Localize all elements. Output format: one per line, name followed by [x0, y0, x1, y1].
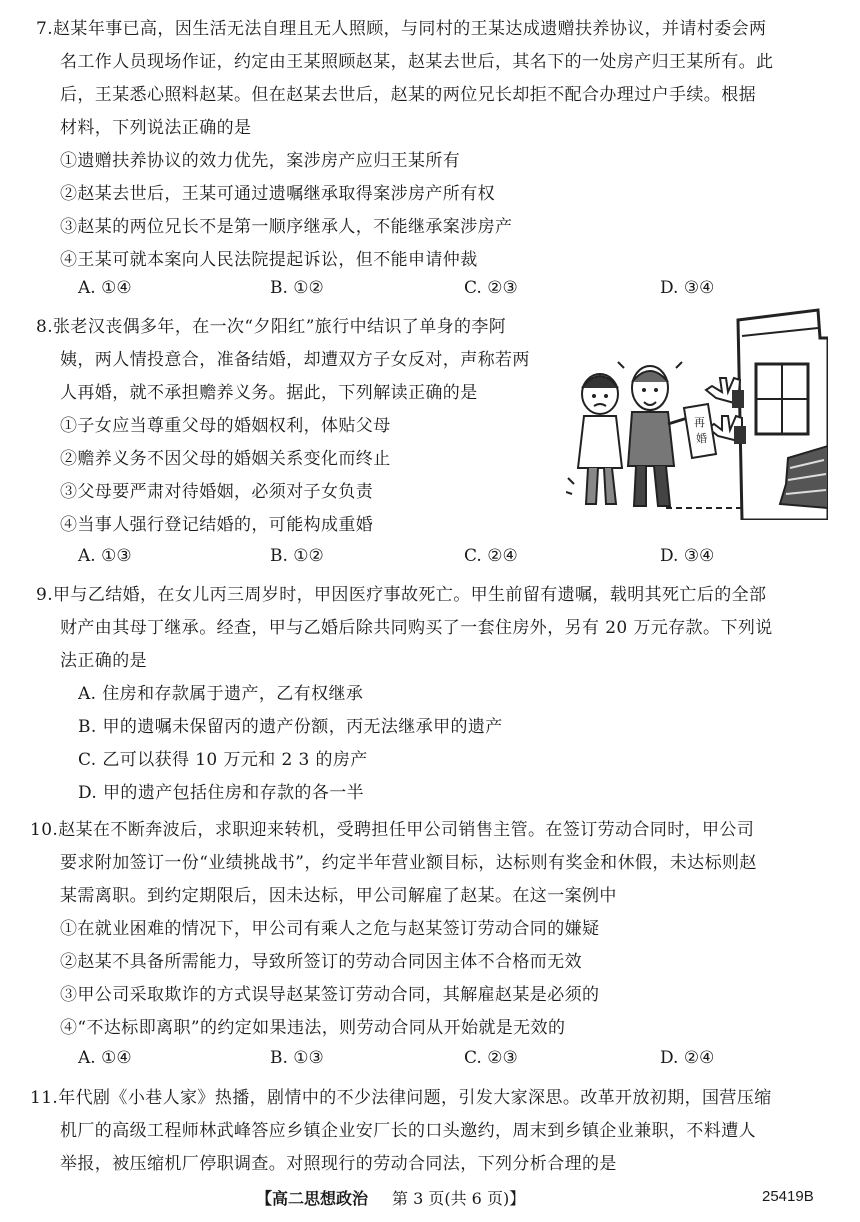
q7-statement-2: ②赵某去世后，王某可通过遗嘱继承取得案涉房产所有权	[60, 184, 495, 204]
sign-text-1: 再	[694, 416, 705, 429]
q8-statement-3: ③父母要严肃对待婚姻，必须对子女负责	[60, 482, 374, 502]
q9-stem-line-3: 法正确的是	[60, 651, 147, 671]
q10-statement-4: ④“不达标即离职”的约定如果违法，则劳动合同从开始就是无效的	[60, 1018, 566, 1038]
q8-option-a: A. ①③	[78, 546, 132, 566]
q7-stem-line-3: 后，王某悉心照料赵某。但在赵某去世后，赵某的两位兄长却拒不配合办理过户手续。根据	[60, 85, 756, 105]
q9-option-a: A. 住房和存款属于遗产，乙有权继承	[78, 684, 364, 704]
q9-option-b: B. 甲的遗嘱未保留丙的遗产份额，丙无法继承甲的遗产	[78, 717, 503, 737]
q8-option-b: B. ①②	[270, 546, 324, 566]
footer-exam-code: 25419B	[762, 1188, 814, 1205]
q10-statement-2: ②赵某不具备所需能力，导致所签订的劳动合同因主体不合格而无效	[60, 952, 582, 972]
woman-figure	[566, 374, 622, 504]
q7-statement-1: ①遗赠扶养协议的效力优先，案涉房产应归王某所有	[60, 151, 461, 171]
q7-option-d: D. ③④	[660, 278, 715, 298]
q7-stem-line-2: 名工作人员现场作证，约定由王某照顾赵某，赵某去世后，其名下的一处房产归王某所有。此	[60, 52, 774, 72]
q10-stem-line-1: 10.赵某在不断奔波后，求职迎来转机，受聘担任甲公司销售主管。在签订劳动合同时，甲公司	[30, 820, 755, 840]
q10-statement-3: ③甲公司采取欺诈的方式误导赵某签订劳动合同，其解雇赵某是必须的	[60, 985, 600, 1005]
q7-stem-line-4: 材料，下列说法正确的是	[60, 118, 252, 138]
q9-stem-line-1: 9.甲与乙结婚，在女儿丙三周岁时，甲因医疗事故死亡。甲生前留有遗嘱，载明其死亡后的全部	[36, 585, 767, 605]
footer-subject: 【高二思想政治	[256, 1189, 369, 1208]
q10-option-d: D. ②④	[660, 1048, 715, 1068]
q7-statement-3: ③赵某的两位兄长不是第一顺序继承人，不能继承案涉房产	[60, 217, 513, 237]
q10-option-a: A. ①④	[78, 1048, 132, 1068]
q11-stem-line-1: 11.年代剧《小巷人家》热播，剧情中的不少法律问题，引发大家深思。改革开放初期，国营压缩	[30, 1088, 772, 1108]
q7-option-c: C. ②③	[464, 278, 518, 298]
q10-stem-line-3: 某需离职。到约定期限后，因未达标，甲公司解雇了赵某。在这一案例中	[60, 886, 617, 906]
q10-statement-1: ①在就业困难的情况下，甲公司有乘人之危与赵某签订劳动合同的嫌疑	[60, 919, 600, 939]
q8-stem-line-2: 姨，两人情投意合，准备结婚，却遭双方子女反对，声称若两	[60, 350, 530, 370]
q8-stem-line-3: 人再婚，就不承担赡养义务。据此，下列解读正确的是	[60, 383, 478, 403]
q7-option-b: B. ①②	[270, 278, 324, 298]
q8-statement-2: ②赡养义务不因父母的婚姻关系变化而终止	[60, 449, 391, 469]
q7-stem-line-1: 7.赵某年事已高，因生活无法自理且无人照顾，与同村的王某达成遗赠扶养协议，并请村委会两	[36, 19, 767, 39]
q9-option-d: D. 甲的遗产包括住房和存款的各一半	[78, 783, 365, 803]
footer-page-number: 第 3 页(共 6 页)】	[392, 1189, 526, 1208]
q8-option-c: C. ②④	[464, 546, 518, 566]
q10-option-c: C. ②③	[464, 1048, 518, 1068]
man-figure	[618, 362, 694, 506]
cartoon-illustration	[566, 308, 828, 520]
q7-option-a: A. ①④	[78, 278, 132, 298]
q8-statement-1: ①子女应当尊重父母的婚姻权利，体贴父母	[60, 416, 391, 436]
marriage-sign	[684, 404, 716, 458]
q11-stem-line-3: 举报，被压缩机厂停职调查。对照现行的劳动合同法，下列分析合理的是	[60, 1154, 617, 1174]
q8-stem-line-1: 8.张老汉丧偶多年，在一次“夕阳红”旅行中结识了单身的李阿	[36, 317, 507, 337]
q9-stem-line-2: 财产由其母丁继承。经查，甲与乙婚后除共同购买了一套住房外，另有 20 万元存款。下列说	[60, 618, 773, 638]
sign-text-2: 婚	[696, 432, 707, 445]
q10-option-b: B. ①③	[270, 1048, 324, 1068]
q8-statement-4: ④当事人强行登记结婚的，可能构成重婚	[60, 515, 374, 535]
q10-stem-line-2: 要求附加签订一份“业绩挑战书”，约定半年营业额目标，达标则有奖金和休假，未达标则赵	[60, 853, 757, 873]
q11-stem-line-2: 机厂的高级工程师林武峰答应乡镇企业安厂长的口头邀约，周末到乡镇企业兼职，不料遭人	[60, 1121, 756, 1141]
q7-statement-4: ④王某可就本案向人民法院提起诉讼，但不能申请仲裁	[60, 250, 478, 270]
q9-option-c: C. 乙可以获得 10 万元和 2 3 的房产	[78, 750, 368, 770]
q8-option-d: D. ③④	[660, 546, 715, 566]
